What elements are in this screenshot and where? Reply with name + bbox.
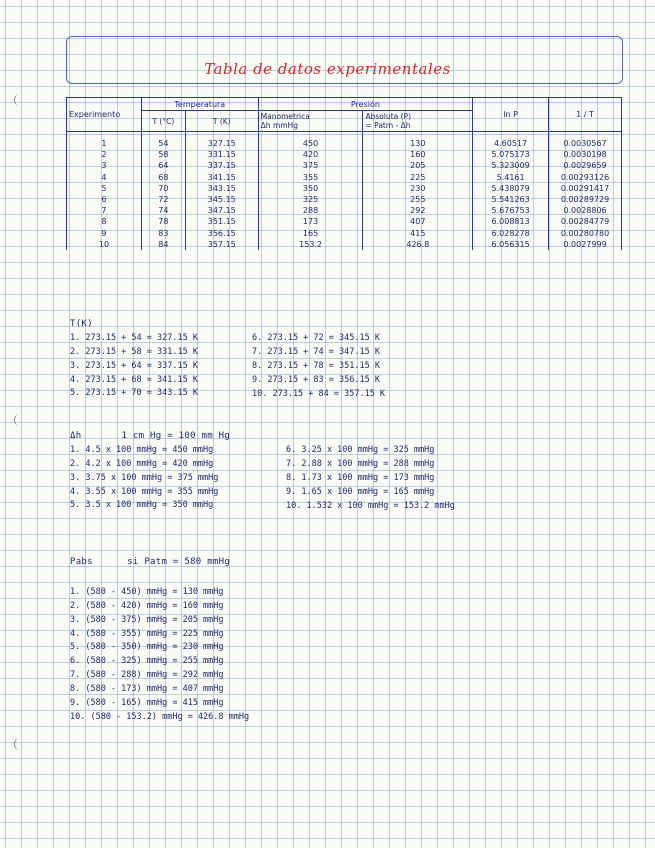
pabs-line: 5. (580 - 350) mmHg = 230 mmHg (70, 642, 224, 653)
table-row (67, 205, 622, 216)
cell-lnp: 5.438079 (473, 183, 549, 194)
pabs-line: 9. (580 - 165) mmHg = 415 mmHg (70, 698, 224, 709)
table-row (67, 228, 622, 239)
cell-tk: 356.15 (185, 228, 258, 239)
table-row (67, 132, 622, 150)
binder-hole-bottom (14, 738, 25, 750)
cell-p: 415 (363, 228, 473, 239)
cell-tc: 72 (141, 194, 185, 205)
cell-exp: 9 (67, 228, 142, 239)
pabs-line: 4. (580 - 355) mmHg = 225 mmHg (70, 628, 224, 639)
cell-tc: 54 (141, 132, 185, 150)
header-manometric-label: Manometrica (260, 112, 310, 121)
dh-section-right (286, 444, 455, 513)
tk-line: 7. 273.15 + 74 = 347.15 K (252, 346, 380, 357)
pabs-heading-row (70, 556, 249, 570)
header-absolute-label: Absoluta (P) (365, 112, 411, 121)
tk-section (70, 318, 198, 401)
cell-invt: 0.0028806 (549, 205, 622, 216)
tk-line: 2. 273.15 + 58 = 331.15 K (70, 346, 198, 357)
dh-line: 6. 3.25 x 100 mmHg = 325 mmHg (286, 445, 435, 455)
header-experiment: Experimento (67, 98, 142, 132)
cell-p: 255 (363, 194, 473, 205)
cell-dh: 350 (258, 183, 363, 194)
cell-tk: 343.15 (185, 183, 258, 194)
cell-invt: 0.00293126 (549, 172, 622, 183)
cell-p: 230 (363, 183, 473, 194)
cell-dh: 153.2 (258, 239, 363, 250)
cell-p: 130 (363, 132, 473, 150)
cell-tk: 347.15 (185, 205, 258, 216)
dh-line: 3. 3.75 x 100 mmHg = 375 mmHg (70, 472, 219, 483)
cell-dh: 450 (258, 132, 363, 150)
header-pressure: Presión (258, 98, 473, 111)
dh-heading-row (70, 430, 230, 444)
pabs-line: 1. (580 - 450) mmHg = 130 mmHg (70, 586, 224, 597)
binder-hole-top (14, 94, 25, 106)
cell-tc: 68 (141, 172, 185, 183)
cell-lnp: 5.323009 (473, 160, 549, 171)
cell-dh: 325 (258, 194, 363, 205)
cell-lnp: 5.541263 (473, 194, 549, 205)
dh-section (70, 430, 230, 513)
header-t-kelvin: T (K) (185, 111, 258, 132)
cell-lnp: 5.4161 (473, 172, 549, 183)
cell-tk: 337.15 (185, 160, 258, 171)
cell-exp: 5 (67, 183, 142, 194)
cell-invt: 0.0030198 (549, 149, 622, 160)
cell-tk: 341.15 (185, 172, 258, 183)
cell-p: 407 (363, 216, 473, 227)
tk-line: 5. 273.15 + 70 = 343.15 K (70, 388, 198, 399)
pabs-line: 3. (580 - 375) mmHg = 205 mmHg (70, 614, 224, 625)
binder-hole-middle (14, 414, 25, 426)
table-row (67, 194, 622, 205)
tk-line: 1. 273.15 + 54 = 327.15 K (70, 332, 198, 343)
dh-line: 7. 2.88 x 100 mmHg = 288 mmHg (286, 458, 435, 469)
header-t-celsius: T (°C) (141, 111, 185, 132)
pabs-section (70, 556, 249, 725)
dh-conversion: 1 cm Hg = 100 mm Hg (121, 431, 231, 441)
header-manometric-unit: Δh mmHg (260, 121, 298, 130)
cell-tk: 327.15 (185, 132, 258, 150)
cell-exp: 6 (67, 194, 142, 205)
table-row (67, 183, 622, 194)
cell-exp: 7 (67, 205, 142, 216)
cell-exp: 1 (67, 132, 142, 150)
cell-exp: 8 (67, 216, 142, 227)
cell-lnp: 6.028278 (473, 228, 549, 239)
header-absolute-formula: = Patm - Δh (365, 121, 411, 130)
cell-lnp: 4.60517 (473, 132, 549, 150)
pabs-line: 2. (580 - 420) mmHg = 160 mmHg (70, 600, 224, 611)
cell-dh: 420 (258, 149, 363, 160)
pabs-line: 7. (580 - 288) mmHg = 292 mmHg (70, 670, 224, 681)
pabs-line: 8. (580 - 173) mmHg = 407 mmHg (70, 684, 224, 695)
cell-dh: 165 (258, 228, 363, 239)
cell-invt: 0.00284779 (549, 216, 622, 227)
cell-tk: 331.15 (185, 149, 258, 160)
cell-p: 292 (363, 205, 473, 216)
cell-tc: 78 (141, 216, 185, 227)
cell-lnp: 6.008813 (473, 216, 549, 227)
cell-invt: 0.0029659 (549, 160, 622, 171)
tk-line: 6. 273.15 + 72 = 345.15 K (252, 333, 380, 343)
cell-tc: 83 (141, 228, 185, 239)
table-row (67, 239, 622, 250)
header-absolute (363, 111, 473, 132)
cell-p: 205 (363, 160, 473, 171)
tk-section-right (252, 332, 385, 401)
cell-lnp: 5.676753 (473, 205, 549, 216)
cell-tk: 345.15 (185, 194, 258, 205)
header-temperature: Temperatura (141, 98, 258, 111)
cell-invt: 0.00280780 (549, 228, 622, 239)
dh-heading: Δh (70, 431, 82, 441)
data-table (66, 97, 622, 250)
cell-exp: 3 (67, 160, 142, 171)
tk-line: 3. 273.15 + 64 = 337.15 K (70, 360, 198, 371)
cell-invt: 0.00289729 (549, 194, 622, 205)
cell-exp: 10 (67, 239, 142, 250)
cell-dh: 288 (258, 205, 363, 216)
tk-line: 4. 273.15 + 68 = 341.15 K (70, 374, 198, 385)
cell-tk: 351.15 (185, 216, 258, 227)
cell-tc: 64 (141, 160, 185, 171)
header-manometric (258, 111, 363, 132)
tk-line: 9. 273.15 + 83 = 356.15 K (252, 374, 380, 385)
tk-heading: T(K) (70, 319, 93, 329)
pabs-heading: Pabs (70, 557, 93, 567)
cell-tc: 84 (141, 239, 185, 250)
dh-line: 9. 1.65 x 100 mmHg = 165 mmHg (286, 486, 435, 497)
cell-dh: 375 (258, 160, 363, 171)
pabs-line: 6. (580 - 325) mmHg = 255 mmHg (70, 656, 224, 667)
tk-line: 10. 273.15 + 84 = 357.15 K (252, 388, 386, 399)
table-row (67, 160, 622, 171)
dh-line: 2. 4.2 x 100 mmHg = 420 mmHg (70, 458, 214, 469)
cell-tc: 70 (141, 183, 185, 194)
cell-dh: 173 (258, 216, 363, 227)
cell-invt: 0.0030567 (549, 132, 622, 150)
page-title: Tabla de datos experimentales (204, 60, 451, 78)
spacer (70, 570, 249, 586)
cell-p: 426.8 (363, 239, 473, 250)
tk-line: 8. 273.15 + 78 = 351.15 K (252, 360, 380, 371)
cell-exp: 4 (67, 172, 142, 183)
pabs-line: 10. (580 - 153.2) mmHg = 426.8 mmHg (70, 711, 250, 722)
cell-invt: 0.00291417 (549, 183, 622, 194)
cell-tc: 74 (141, 205, 185, 216)
pabs-note: si Patm = 580 mmHg (127, 557, 231, 567)
cell-tk: 357.15 (185, 239, 258, 250)
cell-lnp: 6.056315 (473, 239, 549, 250)
cell-p: 160 (363, 149, 473, 160)
cell-p: 225 (363, 172, 473, 183)
table-row (67, 216, 622, 227)
table-row (67, 172, 622, 183)
cell-exp: 2 (67, 149, 142, 160)
dh-line: 5. 3.5 x 100 mmHg = 350 mmHg (70, 500, 214, 511)
cell-tc: 58 (141, 149, 185, 160)
header-lnp: ln P (473, 98, 549, 132)
cell-lnp: 5.075173 (473, 149, 549, 160)
cell-invt: 0.0027999 (549, 239, 622, 250)
dh-line: 10. 1.532 x 100 mmHg = 153.2 mmHg (286, 500, 455, 511)
dh-line: 8. 1.73 x 100 mmHg = 173 mmHg (286, 472, 435, 483)
dh-line: 1. 4.5 x 100 mmHg = 450 mmHg (70, 444, 214, 455)
table-row (67, 149, 622, 160)
header-inverse-t: 1 / T (549, 98, 622, 132)
cell-dh: 355 (258, 172, 363, 183)
dh-line: 4. 3.55 x 100 mmHg = 355 mmHg (70, 486, 219, 497)
